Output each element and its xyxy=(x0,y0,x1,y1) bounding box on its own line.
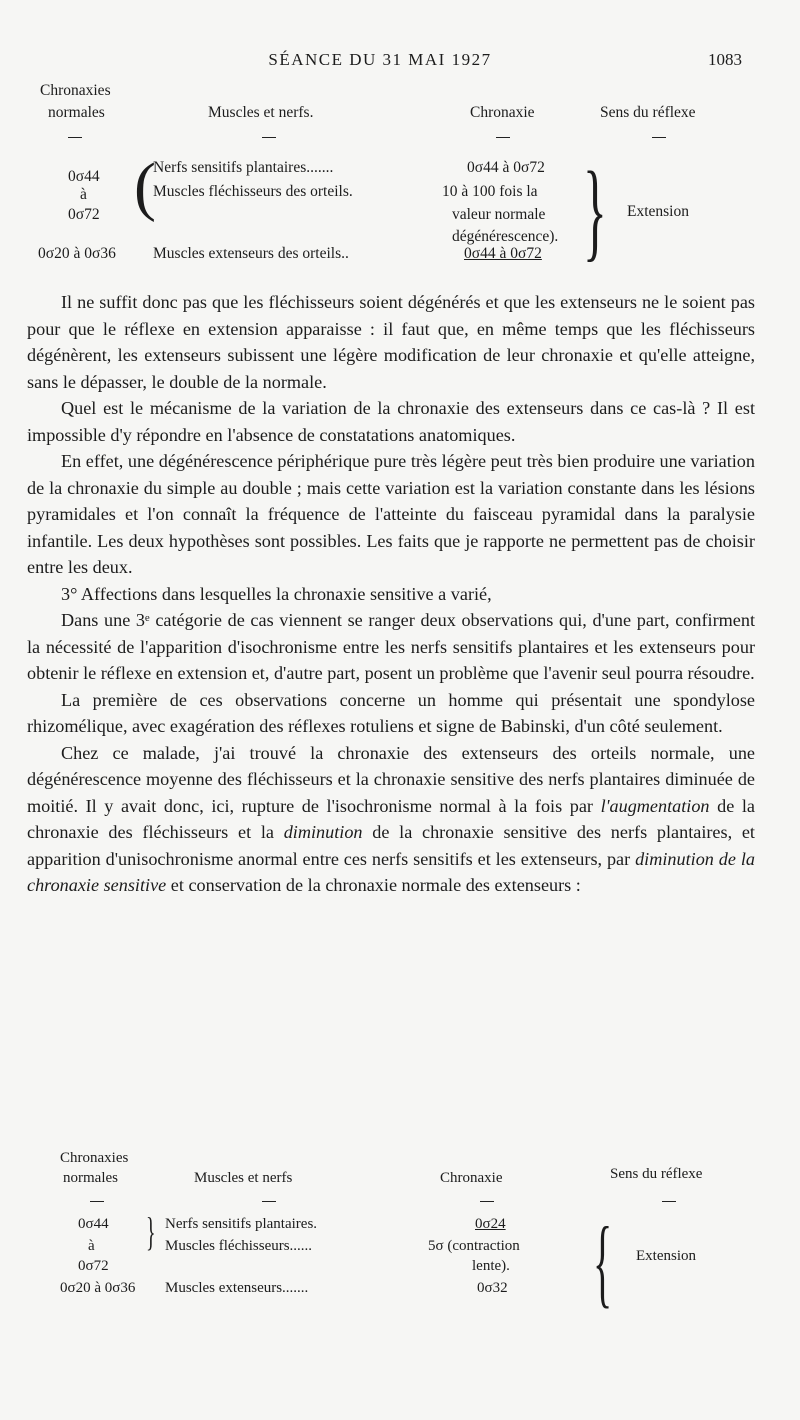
chronaxie-normale-extenseurs: 0σ20 à 0σ36 xyxy=(38,245,116,262)
header-dash xyxy=(662,1201,676,1202)
left-bracket: ( xyxy=(134,150,156,223)
col-header-chronaxies: Chronaxies xyxy=(60,1150,129,1166)
chronaxie-value-4: 0σ32 xyxy=(477,1280,508,1296)
header-dash xyxy=(90,1201,104,1202)
header-dash xyxy=(262,1201,276,1202)
sens-reflexe: Extension xyxy=(627,203,689,220)
chronaxie-normale-a: à xyxy=(88,1238,95,1254)
muscle-flechisseurs: Muscles fléchisseurs...... xyxy=(165,1238,313,1254)
paragraph: En effet, une dégénérescence périphérique pure très légère peut très bien produire une variation de la chronaxie du simple au double ; mais cette variation est la variation constante dans les lésions pyramidales et l'on connaît la fréquence de l'atteinte du faisceau pyramidal dans la paralysie infantile. Les deux hypothèses sont possibles. Les faits que je rapporte ne permettent pas de choisir entre les deux. xyxy=(27,451,755,577)
emphasis: l'augmentation xyxy=(600,795,710,816)
col-header-sens: Sens du réflexe xyxy=(610,1166,703,1182)
chronaxie-value-3: lente). xyxy=(472,1258,510,1274)
paragraph xyxy=(27,740,755,899)
text-run: et conservation de la chronaxie normale des extenseurs : xyxy=(166,875,581,895)
chronaxie-normale-low: 0σ44 xyxy=(78,1216,109,1232)
col-header-muscles: Muscles et nerfs xyxy=(194,1170,293,1186)
col-header-chronaxie: Chronaxie xyxy=(470,104,535,121)
header-dash xyxy=(262,137,276,138)
muscle-nerfs-sensitifs: Nerfs sensitifs plantaires....... xyxy=(153,159,334,176)
chronaxie-normale-extenseurs: 0σ20 à 0σ36 xyxy=(60,1280,136,1296)
header-dash xyxy=(652,137,666,138)
chronaxie-value-1: 0σ44 à 0σ72 xyxy=(467,159,545,176)
col-header-chronaxies: Chronaxies xyxy=(40,82,111,99)
muscle-nerfs-sensitifs: Nerfs sensitifs plantaires. xyxy=(165,1216,318,1232)
chronaxie-value-2: 5σ (contraction xyxy=(428,1238,520,1254)
paragraph: Il ne suffit donc pas que les fléchisseurs soient dégénérés et que les extenseurs ne le soient pas pour que le réflexe en extension apparaisse : il faut que, en même temps que les fléchisseurs dégénèrent, les extenseurs subissent une légère modification de leur chronaxie et qu'elle atteigne, sans le dépasser, le double de la normale. xyxy=(27,292,755,392)
chronaxie-normale-high: 0σ72 xyxy=(68,206,100,223)
body-text xyxy=(27,289,755,899)
col-header-normales: normales xyxy=(48,104,105,121)
col-header-chronaxie: Chronaxie xyxy=(440,1170,503,1186)
text-run: de la chronaxie sensitive des nerfs plantaires, et apparition d'unisochronisme anormal entre ces nerfs sensitifs et les extenseurs, par xyxy=(27,822,755,869)
chronaxie-value-3: valeur normale xyxy=(452,206,546,223)
chronaxie-normale-high: 0σ72 xyxy=(78,1258,109,1274)
text-run: Chez ce malade, j'ai trouvé la chronaxie des extenseurs des orteils normale, une dégénérescence moyenne des fléchisseurs et la chronaxie sensitive des nerfs plantaires diminuée de moitié. Il y avait donc, ici, rupture de l'isochronisme normal à la fois par xyxy=(27,742,755,816)
header-dash xyxy=(496,137,510,138)
col-header-sens: Sens du réflexe xyxy=(600,104,696,121)
right-brace: } xyxy=(583,149,607,271)
sens-reflexe: Extension xyxy=(636,1248,696,1264)
paragraph: Dans une 3ᵉ catégorie de cas viennent se ranger deux observations qui, d'une part, confirment la nécessité de l'apparition d'isochronisme entre les nerfs sensitifs plantaires et les extenseurs pour obtenir le réflexe en extension et, d'autre part, posent un problème que l'avenir seul pourra résoudre. xyxy=(27,610,755,683)
header-dash xyxy=(68,137,82,138)
header-dash xyxy=(480,1201,494,1202)
chronaxie-normale-low: 0σ44 xyxy=(68,168,100,185)
col-header-muscles: Muscles et nerfs. xyxy=(208,104,314,121)
chronaxie-value-1: 0σ24 xyxy=(475,1216,506,1232)
col-header-normales: normales xyxy=(63,1170,118,1186)
muscle-flechisseurs: Muscles fléchisseurs des orteils. xyxy=(153,183,353,200)
emphasis: diminution xyxy=(283,822,363,842)
text-run: de la chronaxie des fléchisseurs et la xyxy=(27,795,755,842)
page-header xyxy=(0,50,800,72)
page-number: 1083 xyxy=(708,50,742,69)
emphasis: diminution de la chronaxie sensitive xyxy=(27,848,755,895)
left-brace: } xyxy=(146,1209,156,1254)
running-title: SÉANCE DU 31 MAI 1927 xyxy=(268,50,492,69)
chronaxie-value-4: dégénérescence). xyxy=(452,228,559,245)
chronaxie-value-2: 10 à 100 fois la xyxy=(442,183,538,200)
muscle-extenseurs: Muscles extenseurs....... xyxy=(165,1280,309,1296)
paragraph: Quel est le mécanisme de la variation de la chronaxie des extenseurs dans ce cas-là ? Il est impossible d'y répondre en l'absence de constatations anatomiques. xyxy=(27,398,755,445)
muscle-extenseurs: Muscles extenseurs des orteils.. xyxy=(153,245,349,262)
chronaxie-value-5: 0σ44 à 0σ72 xyxy=(464,245,542,262)
section-heading: 3° Affections dans lesquelles la chronaxie sensitive a varié, xyxy=(61,583,492,604)
paragraph: La première de ces observations concerne un homme qui présentait une spondylose rhizomélique, avec exagération des réflexes rotuliens et signe de Babinski, d'un côté seulement. xyxy=(27,689,755,736)
right-brace: { xyxy=(593,1206,613,1317)
chronaxie-normale-a: à xyxy=(80,186,87,203)
